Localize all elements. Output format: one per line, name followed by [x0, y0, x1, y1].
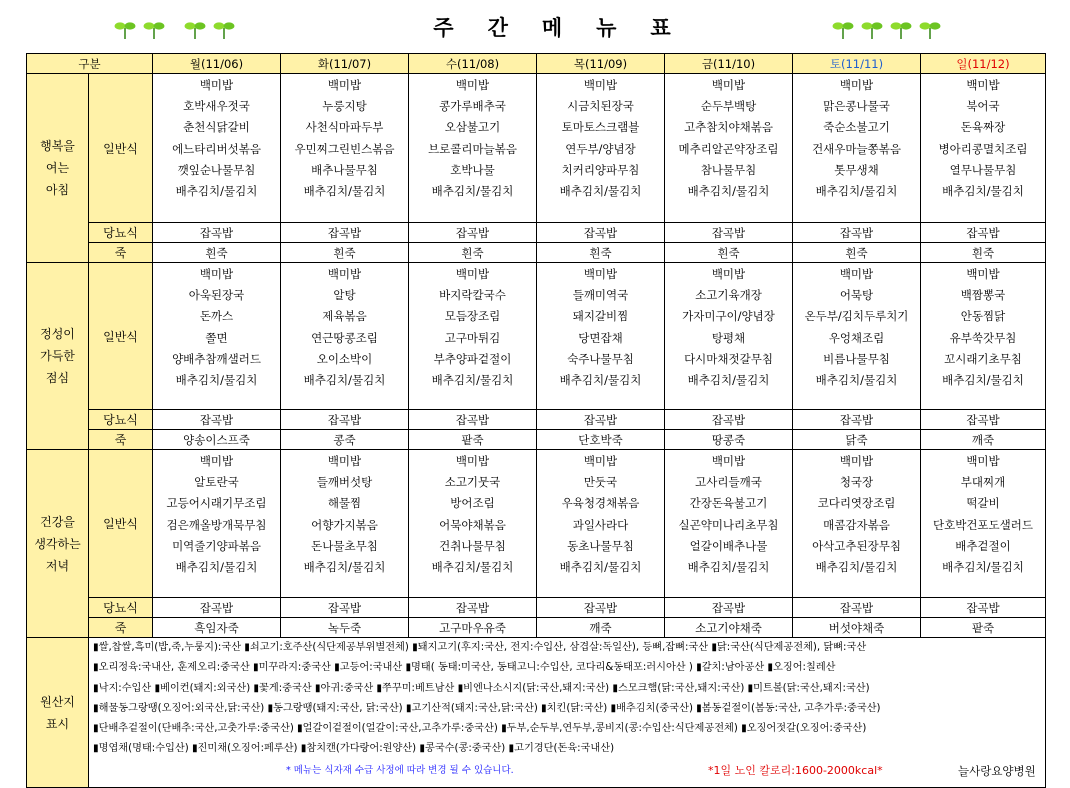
left-sprout-group: [114, 18, 237, 40]
dish-item: 우육청경채볶음: [561, 496, 640, 511]
dish-item: 백미밥: [711, 78, 746, 92]
meal-porridge-row: [27, 618, 1046, 638]
dish-item: 모듬장조림: [444, 309, 501, 324]
day-header: 화(11/07): [281, 54, 409, 74]
porridge-dish: 깨죽: [537, 618, 665, 638]
meal-diabetic-row: [27, 223, 1046, 243]
dish-item: 연두부/양념장: [565, 141, 636, 156]
day-menu-cell: [537, 74, 665, 223]
diabetic-dish: 잡곡밥: [793, 223, 921, 243]
diabetic-dish: 잡곡밥: [537, 410, 665, 430]
meal-porridge-row: [27, 243, 1046, 263]
dish-item: 배추김치/물김치: [815, 372, 898, 387]
sprout-icon: [114, 18, 136, 40]
origin-line: ▮단배추겉절이(단배추:국산,고춧가루:중국산) ▮얼갈이겉절이(얼갈이:국산,고추가루:중국산) ▮두부,순두부,연두부,콩비지(콩:수입산:식단제공전체) ▮오징어젓갈(오징어:중국산): [93, 723, 867, 735]
origin-line: ▮명엽채(명태:수입산) ▮진미채(오징어:페루산) ▮참치캔(가다랑어:원양산) ▮콩국수(콩:중국산) ▮고기경단(돈육:국내산): [93, 743, 615, 755]
dish-item: 에느타리버섯볶음: [172, 141, 261, 156]
dish-item: 배추김치/물김치: [687, 559, 770, 574]
dish-item: 배추김치/물김치: [942, 372, 1024, 387]
dish-item: 백짬뽕국: [960, 288, 1006, 303]
meal-name-line: 가득한: [40, 349, 75, 363]
porridge-dish: 양송이스프죽: [153, 430, 281, 450]
diabetic-diet-label: 당뇨식: [89, 223, 153, 243]
dish-item: 백미밥: [839, 267, 874, 281]
day-menu-cell: [793, 263, 921, 410]
dish-item: 우민찌그린빈스볶음: [294, 141, 395, 156]
dish-item: 오이소박이: [316, 351, 373, 366]
origin-line: ▮쌀,찹쌀,흑미(밥,죽,누룽지):국산 ▮쇠고기:호주산(식단제공부위별전체) ▮돼지고기(후지:국산, 전지:수입산, 삼겹살:독일산), 등뼈,잡뼈:국산 ▮닭:국산(식단제공전체), 닭뼈:국산: [93, 642, 867, 653]
dish-item: 검은깨올방개묵무침: [166, 517, 267, 532]
dish-item: 소고기육개장: [695, 288, 762, 303]
dish-item: 고등어시래기무조림: [166, 496, 267, 511]
meal-name-line: 생각하는: [34, 536, 81, 551]
porridge-dish: 흰죽: [537, 243, 665, 263]
porridge-dish: 흰죽: [665, 243, 793, 263]
day-menu-cell: [409, 450, 537, 598]
dish-item: 우엉채조림: [828, 330, 885, 345]
diabetic-dish: 잡곡밥: [921, 410, 1046, 430]
meal-name-line: 아침: [45, 183, 70, 197]
day-menu-cell: [793, 450, 921, 598]
sprout-icon: [184, 18, 206, 40]
dish-item: 연근땅콩조림: [311, 330, 378, 345]
general-diet-label: 일반식: [89, 74, 153, 223]
dish-item: 아삭고추된장무침: [812, 538, 901, 553]
dish-item: 과일사라다: [572, 517, 629, 532]
dish-item: 배추김치/물김치: [303, 559, 386, 574]
dish-item: 단호박건포도샐러드: [933, 517, 1033, 532]
diabetic-dish: 잡곡밥: [153, 598, 281, 618]
day-menu-cell: [537, 450, 665, 598]
sprout-icon: [832, 18, 854, 40]
porridge-dish: 닭죽: [793, 430, 921, 450]
dish-item: 백미밥: [327, 267, 362, 281]
porridge-dish: 단호박죽: [537, 430, 665, 450]
porridge-dish: 녹두죽: [281, 618, 409, 638]
porridge-dish: 팥죽: [921, 618, 1046, 638]
dish-item: 청국장: [839, 475, 874, 490]
day-menu-cell: [281, 74, 409, 223]
meal-general-row: [27, 450, 1046, 598]
dish-item: 해물찜: [327, 496, 362, 511]
dish-item: 가자미구이/양념장: [682, 309, 775, 324]
diabetic-dish: 잡곡밥: [281, 223, 409, 243]
dish-item: 배추김치/물김치: [815, 183, 898, 198]
dish-item: 알토란국: [194, 475, 239, 490]
diabetic-dish: 잡곡밥: [409, 223, 537, 243]
dish-item: 배추김치/물김치: [175, 559, 258, 574]
sprout-icon: [143, 18, 165, 40]
dish-item: 바지락칼국수: [439, 288, 506, 303]
hospital-name: 늘사랑요양병원: [958, 763, 1036, 778]
dish-item: 시금치된장국: [567, 99, 634, 114]
dish-item: 배추김치/물김치: [431, 559, 514, 574]
diabetic-dish: 잡곡밥: [921, 223, 1046, 243]
porridge-dish: 깨죽: [921, 430, 1046, 450]
general-diet-label: 일반식: [89, 450, 153, 598]
dish-item: 건취나물무침: [439, 538, 506, 553]
dish-item: 배추김치/물김치: [687, 183, 770, 198]
meal-name: [27, 263, 89, 450]
day-menu-cell: [153, 263, 281, 410]
porridge-dish: 흰죽: [793, 243, 921, 263]
meal-name-line: 점심: [45, 371, 70, 385]
dish-item: 백미밥: [711, 454, 746, 468]
dish-item: 비름나물무침: [823, 351, 890, 366]
origin-label-line: 원산지: [40, 694, 75, 709]
diabetic-diet-label: 당뇨식: [89, 410, 153, 430]
sprout-icon: [890, 18, 912, 40]
origin-label-line: 표시: [45, 716, 70, 731]
dish-item: 백미밥: [199, 454, 234, 468]
dish-item: 백미밥: [583, 267, 618, 281]
header: [0, 0, 1070, 52]
meal-name-line: 건강을: [40, 514, 75, 529]
day-menu-cell: [665, 263, 793, 410]
porridge-dish: 팥죽: [409, 430, 537, 450]
dish-item: 백미밥: [839, 454, 874, 468]
dish-item: 백미밥: [455, 78, 490, 92]
dish-item: 만둣국: [583, 475, 618, 490]
porridge-dish: 고구마우유죽: [409, 618, 537, 638]
dish-item: 얼갈이배추나물: [689, 538, 768, 553]
page-title: 주간메뉴표: [433, 16, 705, 40]
dish-item: 사천식마파두부: [305, 120, 384, 135]
dish-item: 어향가지볶음: [311, 517, 378, 532]
dish-item: 안동찜닭: [960, 309, 1006, 324]
porridge-dish: 흰죽: [153, 243, 281, 263]
dish-item: 호박나물: [450, 162, 495, 177]
diabetic-dish: 잡곡밥: [665, 223, 793, 243]
dish-item: 백미밥: [583, 454, 618, 468]
dish-item: 죽순소불고기: [823, 120, 890, 135]
porridge-dish: 흰죽: [409, 243, 537, 263]
dish-item: 미역줄기양파볶음: [172, 538, 261, 553]
dish-item: 고추참치야채볶음: [684, 120, 773, 135]
dish-item: 백미밥: [966, 267, 1000, 281]
dish-item: 오삼불고기: [444, 120, 501, 135]
dish-item: 북어국: [966, 99, 1000, 114]
meal-name: [27, 74, 89, 263]
meal-porridge-row: [27, 430, 1046, 450]
meal-name-line: 여는: [45, 161, 70, 175]
porridge-dish: 버섯야채죽: [793, 618, 921, 638]
dish-item: 깻잎순나물무침: [177, 162, 256, 177]
meal-general-row: [27, 263, 1046, 410]
diabetic-dish: 잡곡밥: [281, 410, 409, 430]
dish-item: 알탕: [333, 288, 356, 303]
dish-item: 방어조림: [450, 496, 495, 511]
dish-item: 백미밥: [327, 454, 362, 468]
dish-item: 돼지갈비찜: [572, 309, 629, 324]
dish-item: 떡갈비: [966, 496, 1000, 511]
right-sprout-group: [832, 18, 943, 40]
dish-item: 숙주나물무침: [567, 351, 634, 366]
diabetic-dish: 잡곡밥: [793, 410, 921, 430]
dish-item: 백미밥: [455, 267, 490, 281]
day-header: 금(11/10): [665, 54, 793, 74]
dish-item: 쫄면: [205, 330, 228, 345]
dish-item: 꼬시래기초무침: [944, 351, 1022, 366]
dish-item: 매콤감자볶음: [823, 517, 890, 532]
diabetic-dish: 잡곡밥: [537, 598, 665, 618]
dish-item: 양배추참깨샐러드: [172, 351, 261, 366]
day-menu-cell: [921, 263, 1046, 410]
dish-item: 돈육짜장: [960, 120, 1006, 135]
dish-item: 제육볶음: [322, 309, 367, 324]
dish-item: 건새우마늘쫑볶음: [812, 141, 901, 156]
dish-item: 누룽지탕: [322, 99, 367, 114]
dish-item: 배추김치/물김치: [559, 372, 642, 387]
day-menu-cell: [665, 74, 793, 223]
dish-item: 톳무생채: [834, 162, 879, 177]
day-menu-cell: [921, 450, 1046, 598]
porridge-diet-label: 죽: [89, 618, 153, 638]
diabetic-dish: 잡곡밥: [409, 598, 537, 618]
dish-item: 동초나물무침: [567, 538, 634, 553]
footer-notes: [93, 760, 1045, 782]
diabetic-dish: 잡곡밥: [153, 410, 281, 430]
meal-name-line: 저녁: [45, 558, 70, 573]
diabetic-dish: 잡곡밥: [921, 598, 1046, 618]
day-menu-cell: [921, 74, 1046, 223]
dish-item: 배추김치/물김치: [303, 183, 386, 198]
dish-item: 배추김치/물김치: [175, 183, 258, 198]
dish-item: 참나물무침: [700, 162, 757, 177]
dish-item: 들깨버섯탕: [316, 475, 373, 490]
porridge-dish: 흰죽: [281, 243, 409, 263]
dish-item: 배추김치/물김치: [559, 183, 642, 198]
meal-name-line: 정성이: [40, 327, 75, 341]
dish-item: 배추김치/물김치: [431, 372, 514, 387]
day-header-sunday: 일(11/12): [921, 54, 1046, 74]
calorie-note: *1일 노인 칼로리:1600-2000kcal*: [708, 763, 883, 777]
dish-item: 배추김치/물김치: [942, 183, 1024, 198]
dish-item: 백미밥: [966, 78, 1000, 92]
origin-line: ▮오리정육:국내산, 훈제오리:중국산 ▮미꾸라지:중국산 ▮고등어:국내산 ▮명태( 동태:미국산, 동태고니:수입산, 코다리&동태포:러시아산 ) ▮갈치:남아공산 ▮오징어:칠레산: [93, 662, 836, 674]
dish-item: 들깨미역국: [572, 288, 629, 303]
origin-row: [27, 638, 1046, 788]
diabetic-dish: 잡곡밥: [409, 410, 537, 430]
porridge-dish: 흑임자죽: [153, 618, 281, 638]
dish-item: 백미밥: [455, 454, 490, 468]
dish-item: 배추김치/물김치: [815, 559, 898, 574]
dish-item: 간장돈육불고기: [689, 496, 768, 511]
dish-item: 아욱된장국: [188, 288, 245, 303]
porridge-diet-label: 죽: [89, 243, 153, 263]
sprout-icon: [861, 18, 883, 40]
dish-item: 소고기뭇국: [444, 475, 501, 490]
dish-item: 백미밥: [711, 267, 746, 281]
day-menu-cell: [409, 74, 537, 223]
day-menu-cell: [537, 263, 665, 410]
day-menu-cell: [793, 74, 921, 223]
day-menu-cell: [665, 450, 793, 598]
origin-content: [89, 638, 1046, 788]
sprout-icon: [213, 18, 235, 40]
porridge-diet-label: 죽: [89, 430, 153, 450]
dish-item: 돈까스: [199, 309, 234, 324]
day-menu-cell: [281, 263, 409, 410]
dish-item: 춘천식닭갈비: [183, 120, 250, 135]
dish-item: 순두부백탕: [700, 99, 757, 114]
dish-item: 어묵탕: [839, 288, 874, 303]
diabetic-dish: 잡곡밥: [537, 223, 665, 243]
dish-item: 배추나물무침: [311, 162, 378, 177]
dish-item: 병아리콩멸치조림: [938, 141, 1028, 156]
dish-item: 백미밥: [583, 78, 618, 92]
dish-item: 배추김치/물김치: [942, 559, 1024, 574]
meal-diabetic-row: [27, 410, 1046, 430]
dish-item: 백미밥: [199, 267, 234, 281]
meal-name: [27, 450, 89, 638]
dish-item: 부대찌개: [960, 475, 1006, 490]
dish-item: 배추김치/물김치: [687, 372, 770, 387]
origin-label: [27, 638, 89, 788]
diabetic-dish: 잡곡밥: [665, 598, 793, 618]
day-header: 월(11/06): [153, 54, 281, 74]
dish-item: 배추김치/물김치: [431, 183, 514, 198]
dish-item: 백미밥: [839, 78, 874, 92]
day-menu-cell: [153, 74, 281, 223]
day-menu-cell: [153, 450, 281, 598]
dish-item: 호박새우젓국: [183, 99, 250, 114]
day-menu-cell: [281, 450, 409, 598]
dish-item: 유부쑥갓무침: [949, 330, 1017, 345]
dish-item: 열무나물무침: [949, 162, 1017, 177]
weekly-menu-table: [26, 53, 1046, 788]
dish-item: 배추김치/물김치: [559, 559, 642, 574]
porridge-dish: 소고기야채죽: [665, 618, 793, 638]
dish-item: 다시마채젓갈무침: [684, 351, 773, 366]
origin-line: ▮해물동그랑땡(오징어:외국산,닭:국산) ▮동그랑땡(돼지:국산, 닭:국산) ▮고기산적(돼지:국산,닭:국산) ▮치킨(닭:국산) ▮배추김치(중국산) ▮봄동겉절이(봄동:국산, 고추가루:중국산): [93, 702, 881, 714]
day-header: 목(11/09): [537, 54, 665, 74]
dish-item: 당면잡채: [578, 330, 623, 345]
dish-item: 온두부/김치두루치기: [804, 309, 909, 324]
dish-item: 배추겉절이: [955, 538, 1011, 553]
dish-item: 코다리엿장조림: [817, 496, 896, 511]
porridge-dish: 콩죽: [281, 430, 409, 450]
porridge-dish: 땅콩죽: [665, 430, 793, 450]
meal-diabetic-row: [27, 598, 1046, 618]
diabetic-diet-label: 당뇨식: [89, 598, 153, 618]
diabetic-dish: 잡곡밥: [665, 410, 793, 430]
dish-item: 실곤약미나리초무침: [678, 517, 779, 532]
day-header: 수(11/08): [409, 54, 537, 74]
diabetic-dish: 잡곡밥: [281, 598, 409, 618]
dish-item: 맑은콩나물국: [823, 99, 890, 114]
dish-item: 부추양파겉절이: [433, 351, 512, 366]
dish-item: 고사리들깨국: [695, 475, 762, 490]
dish-item: 백미밥: [199, 78, 234, 92]
dish-item: 치커리양파무침: [561, 162, 640, 177]
dish-item: 백미밥: [966, 454, 1000, 468]
day-header-saturday: 토(11/11): [793, 54, 921, 74]
dish-item: 배추김치/물김치: [175, 372, 258, 387]
dish-item: 돈나물초무침: [311, 538, 378, 553]
general-diet-label: 일반식: [89, 263, 153, 410]
day-menu-cell: [409, 263, 537, 410]
dish-item: 백미밥: [327, 78, 362, 92]
diabetic-dish: 잡곡밥: [793, 598, 921, 618]
dish-item: 어묵야채볶음: [439, 517, 506, 532]
diabetic-dish: 잡곡밥: [153, 223, 281, 243]
porridge-dish: 흰죽: [921, 243, 1046, 263]
dish-item: 탕평채: [711, 330, 746, 345]
dish-item: 배추김치/물김치: [303, 372, 386, 387]
sprout-icon: [919, 18, 941, 40]
menu-change-note: * 메뉴는 식자재 수급 사정에 따라 변경 될 수 있습니다.: [286, 764, 514, 776]
dish-item: 콩가루배추국: [439, 99, 506, 114]
meal-general-row: [27, 74, 1046, 223]
origin-line: ▮낙지:수입산 ▮베이컨(돼지:외국산) ▮꽃게:중국산 ▮아귀:중국산 ▮쭈꾸미:베트남산 ▮비엔나소시지(닭:국산,돼지:국산) ▮스모크햄(닭:국산,돼지:국산) ▮미트볼(닭:국산,돼지:국산): [93, 682, 870, 694]
dish-item: 토마토스크램블: [561, 120, 640, 135]
dish-item: 브로콜리마늘볶음: [428, 141, 517, 156]
dish-item: 고구마튀김: [444, 330, 501, 345]
meal-name-line: 행복을: [40, 139, 75, 153]
day-header-row: [27, 54, 1046, 74]
dish-item: 메추리알곤약장조림: [678, 141, 779, 156]
category-header: 구분: [27, 54, 153, 74]
